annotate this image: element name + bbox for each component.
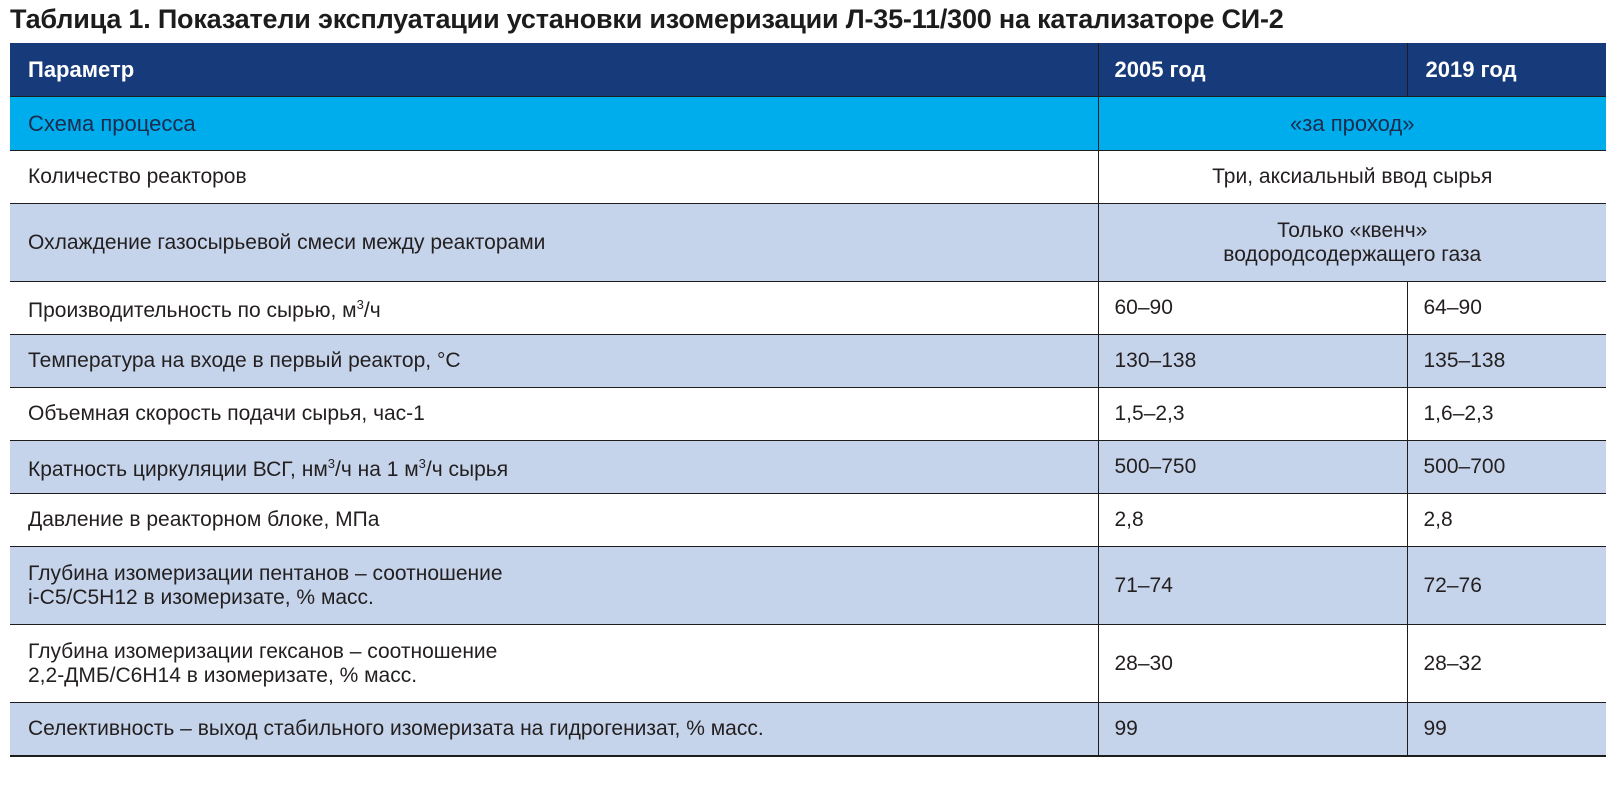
value-2019: 28–32 [1407, 625, 1606, 703]
reactors-label: Количество реакторов [10, 151, 1098, 204]
row-label-selectivity: Селективность – выход стабильного изомеризата на гидрогенизат, % масс. [10, 703, 1098, 757]
row-label-temperature: Температура на входе в первый реактор, °С [10, 335, 1098, 388]
table-row [10, 625, 1606, 703]
row-label-space-velocity: Объемная скорость подачи сырья, час-1 [10, 388, 1098, 441]
table-row [10, 388, 1606, 441]
value-2019: 72–76 [1407, 547, 1606, 625]
value-2005: 28–30 [1098, 625, 1407, 703]
table-header-row [10, 43, 1606, 97]
value-2019: 99 [1407, 703, 1606, 757]
value-2019: 1,6–2,3 [1407, 388, 1606, 441]
table-title: Таблица 1. Показатели эксплуатации установки изомеризации Л-35-11/300 на катализаторе СИ-2 [10, 4, 1284, 34]
table-row [10, 441, 1606, 494]
table-row-reactors [10, 151, 1606, 204]
table-row [10, 282, 1606, 335]
row-label-pentane-isomerization: Глубина изомеризации пентанов – соотношение i-С5/С5Н12 в изомеризате, % масс. [10, 547, 1098, 625]
value-2019: 500–700 [1407, 441, 1606, 494]
table-row-cooling [10, 204, 1606, 282]
table-row [10, 494, 1606, 547]
cooling-label: Охлаждение газосырьевой смеси между реакторами [10, 204, 1098, 282]
reactors-value: Три, аксиальный ввод сырья [1098, 151, 1606, 204]
header-parameter: Параметр [10, 43, 1098, 97]
value-2005: 130–138 [1098, 335, 1407, 388]
table-row [10, 335, 1606, 388]
value-2019: 64–90 [1407, 282, 1606, 335]
value-2005: 71–74 [1098, 547, 1407, 625]
row-label-circulation: Кратность циркуляции ВСГ, $нм^3/ч$ на 1 $м^3/ч$ сырья [10, 441, 1098, 494]
scheme-value: «за проход» [1098, 97, 1606, 151]
cooling-value-line1: Только «квенч» [1277, 218, 1428, 242]
value-2005: 500–750 [1098, 441, 1407, 494]
value-2005: 2,8 [1098, 494, 1407, 547]
cooling-value-line2: водородсодержащего газа [1223, 242, 1482, 266]
header-year-2005: 2005 год [1098, 43, 1407, 97]
value-2005: 1,5–2,3 [1098, 388, 1407, 441]
value-2005: 60–90 [1098, 282, 1407, 335]
table-row [10, 547, 1606, 625]
scheme-label: Схема процесса [10, 97, 1098, 151]
row-label-pressure: Давление в реакторном блоке, МПа [10, 494, 1098, 547]
row-label-hexane-isomerization: Глубина изомеризации гексанов – соотношение 2,2-ДМБ/С6Н14 в изомеризате, % масс. [10, 625, 1098, 703]
row-label-capacity: Производительность по сырью, $м^3/ч$ [10, 282, 1098, 335]
cooling-value [1098, 204, 1606, 282]
table-row-scheme [10, 97, 1606, 151]
operation-parameters-table [10, 43, 1606, 757]
table-row [10, 703, 1606, 757]
value-2019: 2,8 [1407, 494, 1606, 547]
header-year-2019: 2019 год [1407, 43, 1606, 97]
value-2019: 135–138 [1407, 335, 1606, 388]
value-2005: 99 [1098, 703, 1407, 757]
